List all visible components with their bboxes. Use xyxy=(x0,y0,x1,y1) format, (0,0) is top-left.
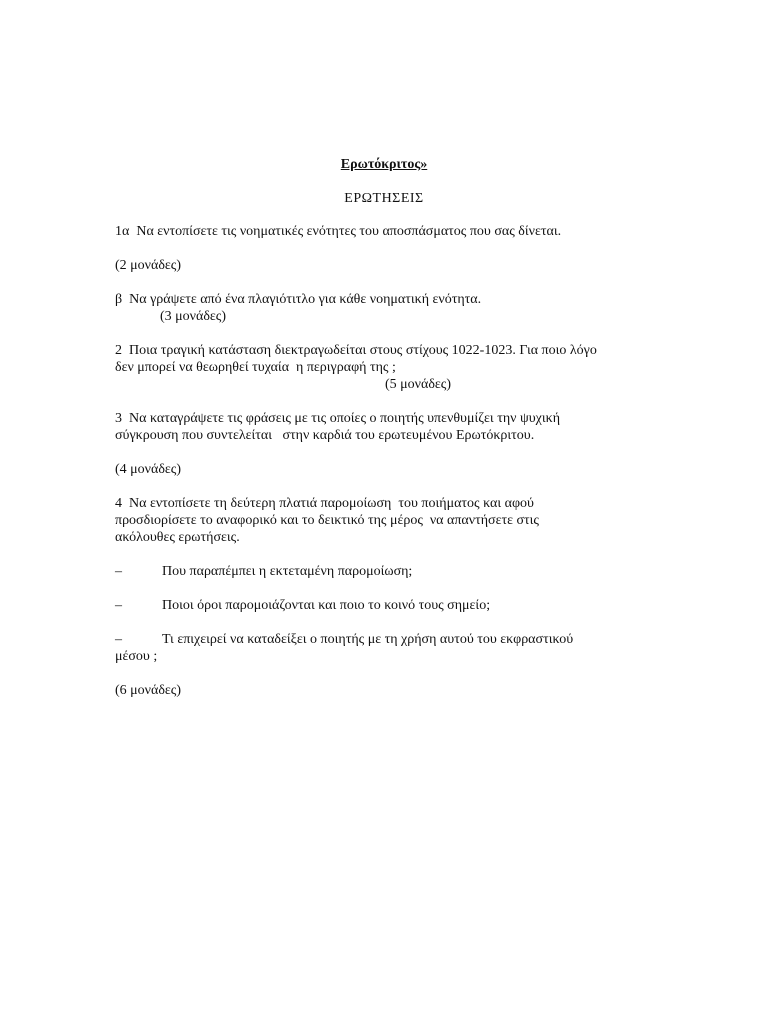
question-4-sub-3-line-2: μέσου ; xyxy=(115,649,158,664)
question-1b-marks: (3 μονάδες) xyxy=(160,309,227,324)
question-3-line-1: 3 Να καταγράψετε τις φράσεις με τις οποίες ο ποιητής υπενθυμίζει την ψυχική xyxy=(115,411,561,426)
question-2-line-2: δεν μπορεί να θεωρηθεί τυχαία η περιγραφή της ; xyxy=(115,360,396,375)
question-2-marks: (5 μονάδες) xyxy=(385,377,452,392)
question-3-marks: (4 μονάδες) xyxy=(115,462,182,477)
question-4-marks: (6 μονάδες) xyxy=(115,683,182,698)
question-4-sub-1: Που παραπέμπει η εκτεταμένη παρομοίωση; xyxy=(162,564,413,579)
question-4-line-1: 4 Να εντοπίσετε τη δεύτερη πλατιά παρομοίωση του ποιήματος και αφού xyxy=(115,496,534,511)
bullet-dash-2: – xyxy=(115,598,122,613)
document-title: Ερωτόκριτος» xyxy=(340,157,428,172)
question-1a-marks: (2 μονάδες) xyxy=(115,258,182,273)
bullet-dash-3: – xyxy=(115,632,122,647)
question-1b: β Να γράψετε από ένα πλαγιότιτλο για κάθε νοηματική ενότητα. xyxy=(115,292,482,307)
question-1a: 1α Να εντοπίσετε τις νοηματικές ενότητες του αποσπάσματος που σας δίνεται. xyxy=(115,224,562,239)
question-4-line-2: προσδιορίσετε το αναφορικό και το δεικτικό της μέρος να απαντήσετε στις xyxy=(115,513,539,528)
question-2-line-1: 2 Ποια τραγική κατάσταση διεκτραγωδείται στους στίχους 1022-1023. Για ποιο λόγο xyxy=(115,343,597,358)
question-3-line-2: σύγκρουση που συντελείται στην καρδιά του ερωτευμένου Ερωτόκριτου. xyxy=(115,428,535,443)
question-4-line-3: ακόλουθες ερωτήσεις. xyxy=(115,530,240,545)
questions-heading: ΕΡΩΤΗΣΕΙΣ xyxy=(344,191,424,206)
bullet-dash-1: – xyxy=(115,564,122,579)
question-4-sub-3-line-1: Τι επιχειρεί να καταδείξει ο ποιητής με τη χρήση αυτού του εκφραστικού xyxy=(162,632,574,647)
question-4-sub-2: Ποιοι όροι παρομοιάζονται και ποιο το κοινό τους σημείο; xyxy=(162,598,491,613)
